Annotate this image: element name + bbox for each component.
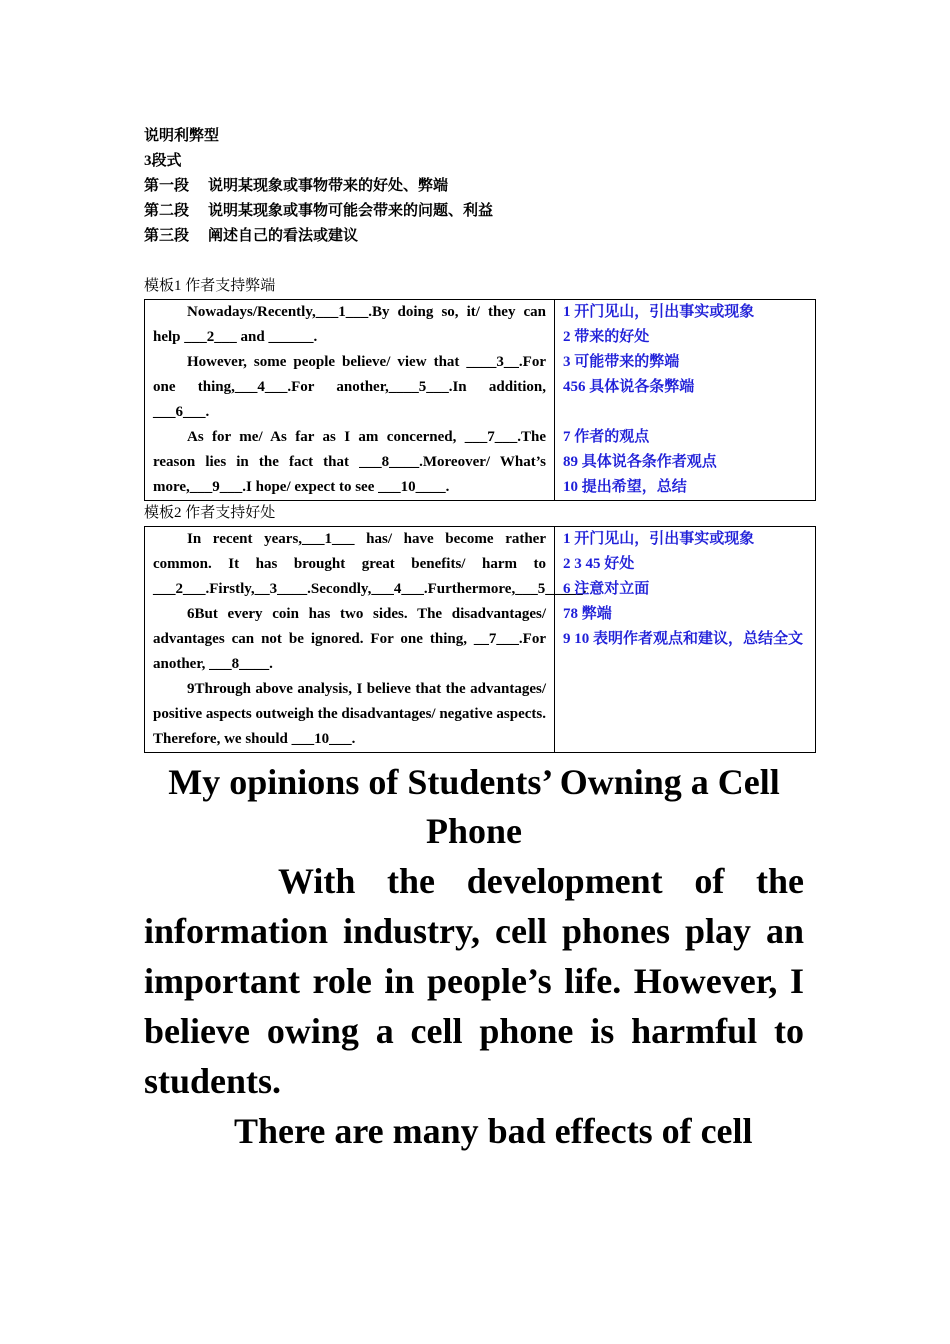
template1-note-1: 1 开门见山，引出事实或现象 xyxy=(563,304,755,320)
template2-note-4: 78 弊端 xyxy=(563,606,612,622)
template2-left-para-1: In recent years,___1___ has/ have become rather common. It has brought great benefits/ harm to ___2___.Firstly,__3____.Secondly,___4___.Furthermore,___5_____. xyxy=(153,531,587,597)
template1-left-cell xyxy=(145,300,555,501)
template1-note-2: 2 带来的好处 xyxy=(563,329,650,345)
template1-left-para-1: Nowadays/Recently,___1___.By doing so, it/ they can help ___2___ and ______. xyxy=(153,304,546,345)
template1-note-4: 456 具体说各条弊端 xyxy=(563,379,695,395)
template1-right-cell xyxy=(555,300,816,501)
template2-right-cell xyxy=(555,527,816,753)
template2-left-cell xyxy=(145,527,587,753)
essay-title: My opinions of Students’ Owning a Cell Phone xyxy=(168,762,780,851)
template2-left-para-3: 9Through above analysis, I believe that the advantages/ positive aspects outweigh the disadvantages/ negative aspects. Therefore, we should ___10___. xyxy=(153,681,546,747)
template1-note-6: 7 作者的观点 xyxy=(563,429,650,445)
template2-note-1: 1 开门见山，引出事实或现象 xyxy=(563,531,755,547)
template1-note-7: 89 具体说各条作者观点 xyxy=(563,454,717,470)
essay-paragraph-1: With the development of the information industry, cell phones play an important role in people’s life. However, I believe owing a cell phone is harmful to students. xyxy=(144,861,804,1101)
intro-structure: 3段式 xyxy=(144,153,182,169)
template1-note-8: 10 提出希望，总结 xyxy=(563,479,687,495)
intro-section xyxy=(144,124,816,249)
template2-label: 模板2 作者支持好处 xyxy=(144,505,276,521)
intro-paragraph-3: 第三段 阐述自己的看法或建议 xyxy=(144,228,359,244)
template1-note-3: 3 可能带来的弊端 xyxy=(563,354,680,370)
template2-note-5: 9 10 表明作者观点和建议，总结全文 xyxy=(563,631,804,647)
template1-left-para-2: However, some people believe/ view that ____3__.For one thing,___4___.For another,____5___.In addition, ___6___. xyxy=(153,354,546,420)
template1-left-para-3: As for me/ As far as I am concerned, ___7___.The reason lies in the fact that ___8____.Moreover/ What’s more,___9___.I hope/ expect to see ___10____. xyxy=(153,429,546,495)
template2-note-2: 2 3 45 好处 xyxy=(563,556,635,572)
intro-paragraph-2: 第二段 说明某现象或事物可能会带来的问题、利益 xyxy=(144,203,494,219)
document-page xyxy=(144,124,816,1156)
template2-table xyxy=(144,526,816,753)
template2-left-para-2: 6But every coin has two sides. The disadvantages/ advantages can not be ignored. For one thing, __7___.For another, ___8____. xyxy=(153,606,546,672)
template1-note-blank xyxy=(563,400,807,425)
intro-title: 说明利弊型 xyxy=(144,128,220,144)
template1-label: 模板1 作者支持弊端 xyxy=(144,278,276,294)
template2-note-3: 6 注意对立面 xyxy=(563,581,650,597)
template1-table xyxy=(144,299,816,501)
intro-paragraph-1: 第一段 说明某现象或事物带来的好处、弊端 xyxy=(144,178,449,194)
essay-paragraph-2: There are many bad effects of cell xyxy=(234,1111,753,1151)
